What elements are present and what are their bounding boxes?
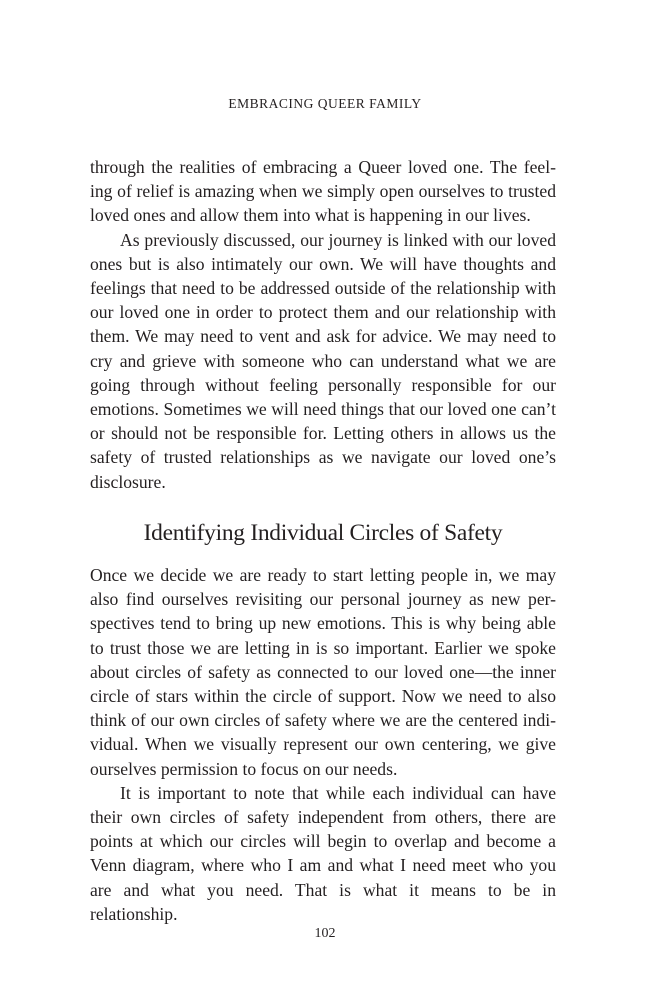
section-heading: Identifying Individual Circles of Safety bbox=[143, 520, 503, 546]
body-text-bottom bbox=[90, 563, 556, 926]
page-number: 102 bbox=[314, 926, 336, 941]
paragraph-continued: through the realities of embracing a Queer loved one. The feel-ing of relief is amazing when we simply open ourselves to trusted loved ones and allow them into what is happening in our lives. bbox=[90, 157, 556, 226]
paragraph: It is important to note that while each individual can have their own circles of safety independent from others, there are points at which our circles will begin to overlap and become a Venn diagram, where who I am and what I need meet who you are and what you need. That is what it means to be in relationship. bbox=[90, 782, 556, 924]
running-head: EMBRACING QUEER FAMILY bbox=[228, 96, 422, 111]
body-text-top bbox=[90, 155, 556, 494]
paragraph: Once we decide we are ready to start letting people in, we may also find ourselves revisiting our personal journey as new per-spectives tend to bring up new emotions. This is why being able to trust those we are letting in is so important. Earlier we spoke about circles of safety as connected to our loved one—the inner circle of stars within the circle of support. Now we need to also think of our own circles of safety where we are the centered indi-vidual. When we visually represent our own centering, we give ourselves permission to focus on our needs. bbox=[90, 565, 556, 779]
paragraph: As previously discussed, our journey is linked with our loved ones but is also intimately our own. We will have thoughts and feelings that need to be addressed outside of the relationship with our loved one in order to protect them and our relationship with them. We may need to vent and ask for advice. We may need to cry and grieve with someone who can understand what we are going through without feeling personally responsible for our emotions. Sometimes we will need things that our loved one can’t or should not be responsible for. Letting others in allows us the safety of trusted relationships as we navigate our loved one’s disclosure. bbox=[90, 229, 556, 492]
